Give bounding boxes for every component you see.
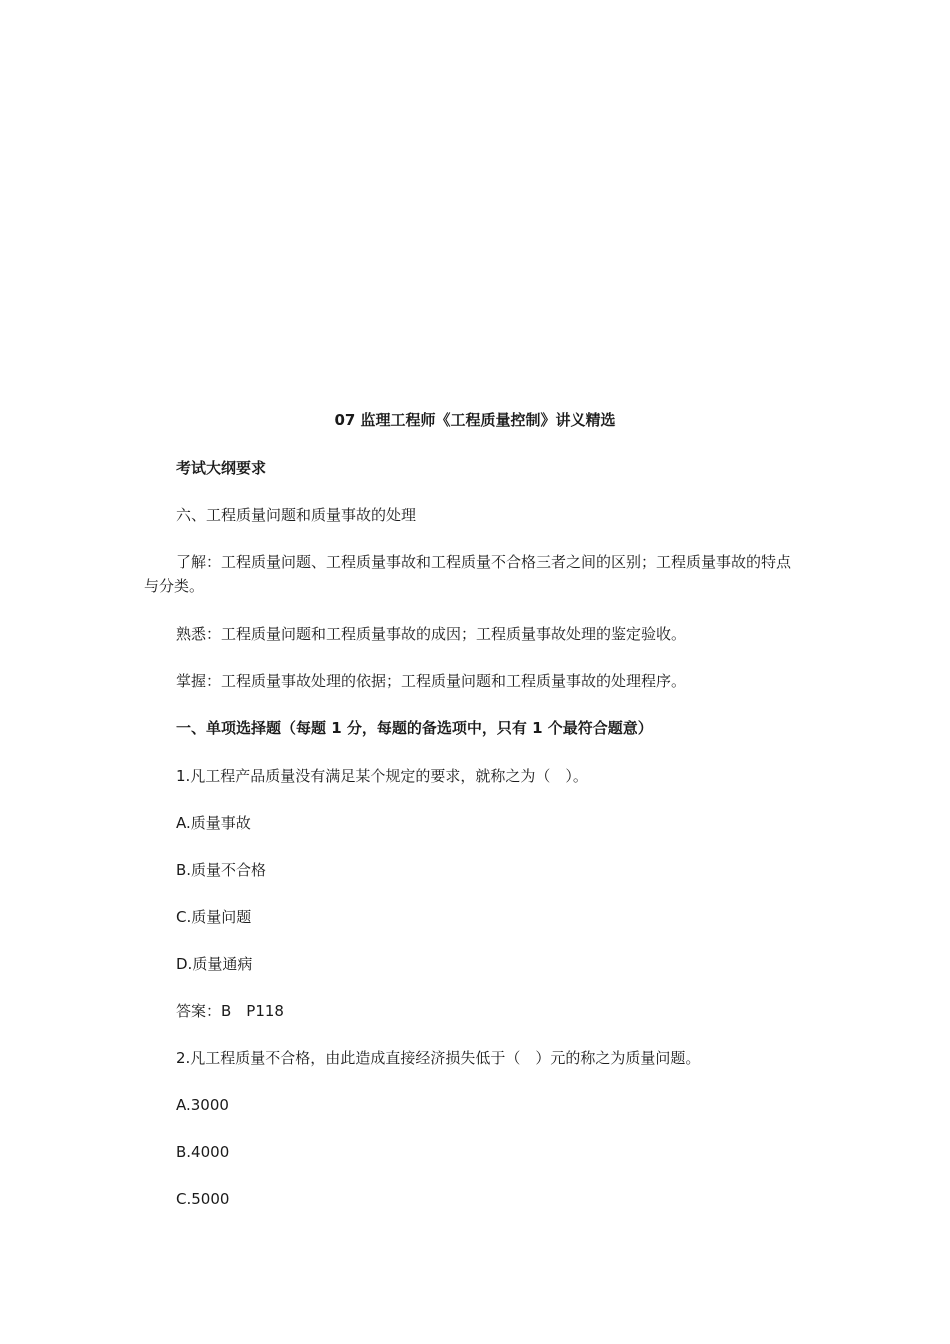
question-2-stem: 2.凡工程质量不合格，由此造成直接经济损失低于（ ）元的称之为质量问题。 <box>176 1049 701 1067</box>
question-2-option-a: A.3000 <box>176 1096 229 1114</box>
question-1-option-c: C.质量问题 <box>176 908 252 926</box>
familiar-requirement: 熟悉：工程质量问题和工程质量事故的成因；工程质量事故处理的鉴定验收。 <box>176 625 687 643</box>
master-requirement: 掌握：工程质量事故处理的依据；工程质量问题和工程质量事故的处理程序。 <box>176 672 687 690</box>
question-1-answer: 答案：B P118 <box>176 1002 284 1020</box>
question-type-heading: 一、单项选择题（每题 1 分，每题的备选项中，只有 1 个最符合题意） <box>176 719 653 737</box>
question-2-option-b: B.4000 <box>176 1143 230 1161</box>
question-1-option-b: B.质量不合格 <box>176 861 267 879</box>
chapter-heading: 六、工程质量问题和质量事故的处理 <box>176 506 417 524</box>
question-1-option-d: D.质量通病 <box>176 955 253 973</box>
section-heading: 考试大纲要求 <box>176 459 267 477</box>
understand-requirement: 了解：工程质量问题、工程质量事故和工程质量不合格三者之间的区别；工程质量事故的特点与分类。 <box>144 553 792 595</box>
question-1-option-a: A.质量事故 <box>176 814 251 832</box>
question-2-option-c: C.5000 <box>176 1190 230 1208</box>
document-title: 07 监理工程师《工程质量控制》讲义精选 <box>334 411 616 429</box>
question-1-stem: 1.凡工程产品质量没有满足某个规定的要求，就称之为（ ）。 <box>176 767 588 785</box>
